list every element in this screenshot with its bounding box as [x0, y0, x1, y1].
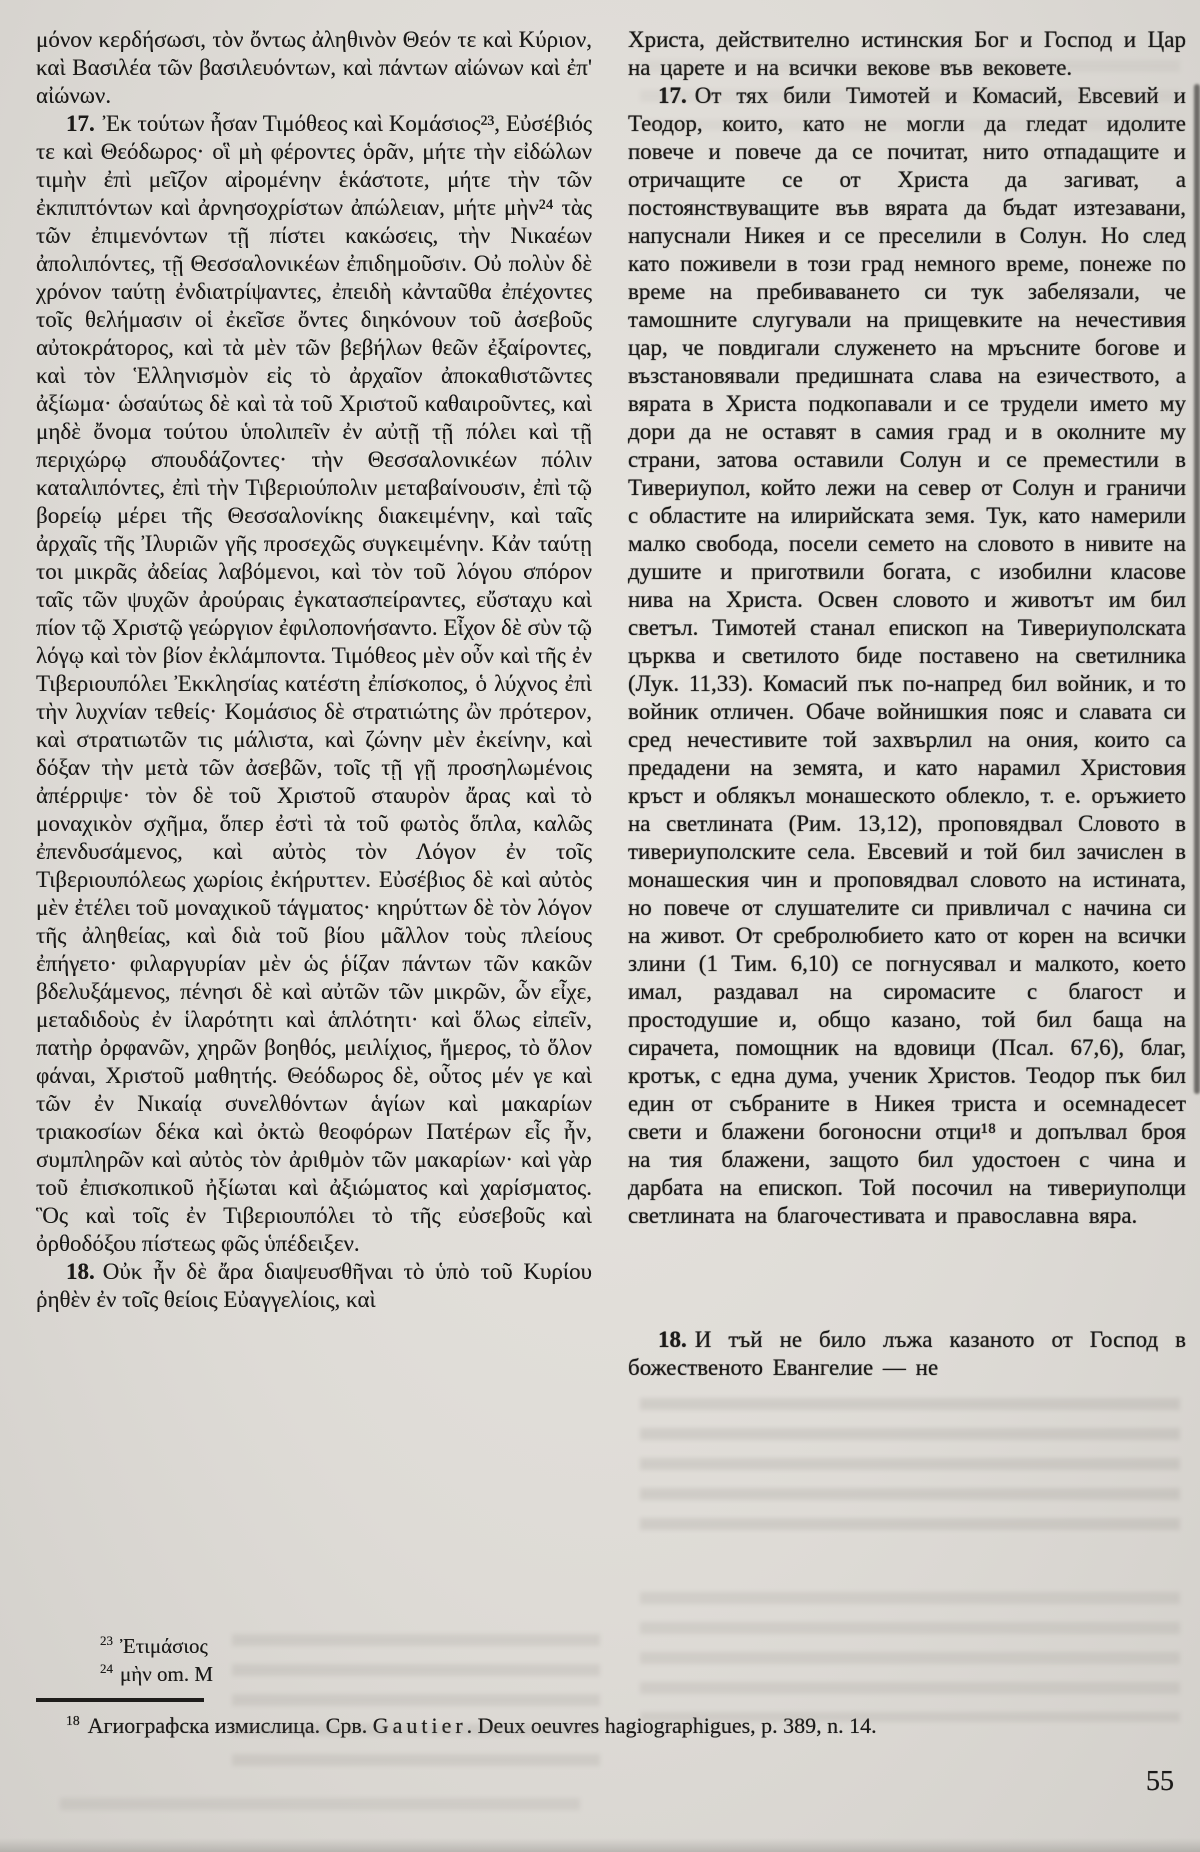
critical-apparatus — [100, 1632, 213, 1688]
scan-artifact-bleedthrough — [232, 1634, 600, 1774]
greek-paragraph-18 — [36, 1258, 592, 1314]
paragraph-text: μόνον κερδήσωσι, τὸν ὄντως ἀληθινὸν Θεόν τε καὶ Κύριον, καὶ Βασιλέα τῶν βασιλευόντων, καὶ πάντων αἰώνων καὶ ἐπ' αἰώνων. — [36, 27, 592, 108]
footnote-text-rest: . Deux oeuvres hagiographigues, p. 389, n. 14. — [466, 1713, 877, 1738]
greek-column — [36, 26, 592, 1624]
paragraph-text: Ἐκ τούτων ἦσαν Τιμόθεος καὶ Κομάσιος²³, Εὐσέβιός τε καὶ Θεόδωρος· οἳ μὴ φέροντες ὁρᾶν, μήτε τὴν εἰδώλων τιμὴν ἐπὶ μεῖζον αἰρομένην ἑκάστοτε, μήτε τὴν τῶν ἐκπιπτόντων καὶ ἀρνησοχρίστων ἀπώλειαν, μήτε μὴν²⁴ τὰς τῶν ἐπιμενόντων τῇ πίστει κακώσεις, τὴν Νικαέων ἀπολιπόντες, τῇ Θεσσαλονικέων ἐπιδημοῦσιν. Οὐ πολὺν δὲ χρόνον ταύτῃ ἐνδιατρίψαντες, ἐπειδὴ κἀνταῦθα ἐπέχοντες τοῖς θελήμασιν οἱ ἐκεῖσε ὄντες διηκόνουν τοῦ ἀσεβοῦς αὐτοκράτορος, καὶ τὰ μὲν τῶν βεβήλων θεῶν ἐξαίροντες, καὶ τὸν Ἑλληνισμὸν εἰς τὸ ἀρχαῖον ἀποκαθιστῶντες ἀξίωμα· ὡσαύτως δὲ καὶ τὰ τοῦ Χριστοῦ καθαιροῦντες, καὶ μηδὲ ὄνομα τούτου ὑπολιπεῖν ἐν αὐτῇ τῇ πόλει καὶ τῇ περιχώρῳ σπουδάζοντες· τὴν Θεσσαλονικέων πόλιν καταλιπόντες, ἐπὶ τὴν Τιβεριούπολιν μεταβαίνουσιν, ἐπὶ τῷ βορείῳ μέρει τῆς Θεσσαλονίκης διακειμένην, καὶ ταῖς ἀρχαῖς τῆς Ἰλυριῶν γῆς προσεχῶς συγκειμένην. Κἀν ταύτῃ τοι μικρᾶς ἀδείας λαβόμενοι, καὶ τὸν τοῦ λόγου σπόρον ταῖς τῶν ψυχῶν ἀρούραις ἐγκατασπείραντες, εὔσταχυ καὶ πίον τῷ Χριστῷ γεώργιον ἐφιλοπονήσαντο. Εἶχον δὲ σὺν τῷ λόγῳ καὶ τὸν βίον ἐκλάμποντα. Τιμόθεος μὲν οὖν καὶ τῆς ἐν Τιβεριουπόλει Ἐκκλησίας κατέστη ἐπίσκοπος, ὁ λύχνος ἐπὶ τὴν λυχνίαν τεθείς· Κομάσιος δὲ στρατιώτης ὢν πρότερον, καὶ στρατιωτῶν τις μάλιστα, καὶ ζώνην μὲν ἐκείνην, καὶ δόξαν τὴν μετὰ τῶν ἀσεβῶν, τοῖς τῇ γῇ προσηλωμένοις ἀπέρριψε· τὸν δὲ τοῦ Χριστοῦ σταυρὸν ἄρας καὶ τὸ μοναχικὸν σχῆμα, ὅπερ ἐστὶ τὰ τοῦ φωτὸς ὅπλα, καλῶς ἐπενδυσάμενος, καὶ αὐτὸς τὸν Λόγον ἐν τοῖς Τιβεριουπόλεως χωρίοις ἐκήρυττεν. Εὐσέβιος δὲ καὶ αὐτὸς μὲν ἐτέλει τοῦ μοναχικοῦ τάγματος· κηρύττων δὲ τὸν λόγον τῆς ἀληθείας, καὶ διὰ τοῦ βίου μᾶλλον τοὺς πλείους ἐπήγετο· φιλαργυρίαν μὲν ὡς ῥίζαν πάντων τῶν κακῶν βδελυξάμενος, πένησι δὲ καὶ αὐτῶν τῶν μικρῶν, ὧν εἶχε, μεταδιδοὺς ἐν ἱλαρότητι καὶ ἁπλότητι· καὶ ὅλως εἰπεῖν, πατὴρ ὀρφανῶν, χηρῶν βοηθός, μειλίχιος, ἥμερος, τὸ ὅλον φάναι, Χριστοῦ μαθητής. Θεόδωρος δὲ, οὗτος μέν γε καὶ τῶν ἐν Νικαίᾳ συνελθόντων ἁγίων καὶ μακαρίων τριακοσίων δέκα καὶ ὀκτὼ θεοφόρων Πατέρων εἷς ἦν, συμπληρῶν καὶ αὐτὸς τὸν ἀριθμὸν τῶν μακαρίων· καὶ γὰρ τοῦ ἐπισκοπικοῦ ἠξίωται καὶ ἀξιώματος καὶ χαρίσματος. Ὃς καὶ τοῖς ἐν Τιβεριουπόλει τὸ τῆς εὐσεβοῦς καὶ ὀρθοδόξου πίστεως φῶς ὑπέδειξεν. — [36, 111, 592, 1256]
apparatus-note-24 — [100, 1660, 213, 1688]
paragraph-text: Христа, действително истинския Бог и Господ и Цар на царете и на всички векове във вековете. — [628, 27, 1186, 80]
paragraph-text: И тъй не било лъжа казаното от Господ в божественото Евангелие — не — [628, 1327, 1186, 1380]
footnote-author-name: Gautier — [372, 1713, 467, 1738]
apparatus-note-23 — [100, 1632, 213, 1660]
bulgarian-column — [628, 26, 1186, 1624]
footnote-marker: 18 — [66, 1712, 80, 1728]
footnote-18 — [66, 1712, 1176, 1740]
paragraph-text: От тях били Тимотей и Комасий, Евсевий и Теодор, които, като не могли да гледат идолите повече и повече да се почитат, нито отпадащите и отричащите се от Христа да загиват, а постоянствуващите във вярата да бъдат изтезавани, напуснали Никея и се преселили в Солун. Но след като поживели в този град немного време, понеже по време на пребиваването си тук забелязали, че тамошните слугували на прищевките на нечестивия цар, че повдигали служенето на мръсните богове и възстановявали предишната слава на езичеството, а вярата в Христа подкопавали и се трудели името му дори да не оставят в самия град и в околните му страни, затова оставили Солун и се преместили в Тивериупол, който лежи на север от Солун и граничи с областите на илирийската земя. Тук, като намерили малко свобода, посели семето на словото в нивите на душите и приготвили богата, с изобилни класове нива на Христа. Освен словото и животът им бил светъл. Тимотей станал епископ на Тивериуполската църква и светилото биде поставено на светилника (Лук. 11,33). Комасий пък по-напред бил войник, и то войник отличен. Обаче войнишкия пояс и славата си сред нечестивите той захвърлил на ония, които са предадени на земята, и като нарамил Христовия кръст и облякъл монашеското облекло, т. е. оръжието на светлината (Рим. 13,12), проповядвал Словото в тивериуполските села. Евсевий и той бил зачислен в монашеския чин и проповядвал словото на истината, но повече от слушателите си привличал с начина си на живот. От сребролюбието като от корен на всички злини (1 Тим. 6,10) се погнусявал и малкото, което имал, раздавал на сиромасите с благост и простодушие и, общо казано, той бил баща на сирачета, помощник на вдовици (Псал. 67,6), благ, кротък, с една дума, ученик Христов. Теодор пък бил един от събраните в Никея триста и осемнадесет свети и блажени богоносни отци¹⁸ и допълвал броя на тия блажени, защото бил удостоен с чина и дарбата на епископ. Той посочил на тивериуполци светлината на благочестивата и православна вяра. — [628, 83, 1186, 1228]
scan-artifact-bottom-shade — [0, 1838, 1200, 1852]
page-number: 55 — [1146, 1766, 1174, 1797]
apparatus-note-marker: 24 — [100, 1661, 114, 1676]
text-columns — [36, 26, 1186, 1624]
apparatus-note-text: μὴν om. M — [120, 1662, 214, 1686]
paragraph-number: 18. — [66, 1259, 95, 1284]
greek-paragraph-17 — [36, 110, 592, 1258]
scan-artifact-page-edge — [1194, 84, 1200, 1094]
apparatus-note-text: Ἐτιμάσιος — [120, 1634, 208, 1658]
bulgarian-paragraph-17 — [628, 82, 1186, 1230]
paragraph-number: 17. — [658, 83, 687, 108]
bulgarian-paragraph-18 — [628, 1326, 1186, 1382]
greek-paragraph-continuation — [36, 26, 592, 110]
bulgarian-paragraph-continuation — [628, 26, 1186, 82]
scan-artifact-bleedthrough — [60, 1798, 580, 1824]
footnote-text-prefix: Агиографска измислица. Срв. — [87, 1713, 373, 1738]
paragraph-number: 18. — [658, 1327, 687, 1352]
apparatus-note-marker: 23 — [100, 1633, 114, 1648]
paragraph-number: 17. — [66, 111, 95, 136]
paragraph-text: Οὐκ ἦν δὲ ἄρα διαψευσθῆναι τὸ ὑπὸ τοῦ Κυρίου ῥηθὲν ἐν τοῖς θείοις Εὐαγγελίοις, καὶ — [36, 1259, 592, 1312]
footnote-divider-rule — [36, 1698, 204, 1702]
